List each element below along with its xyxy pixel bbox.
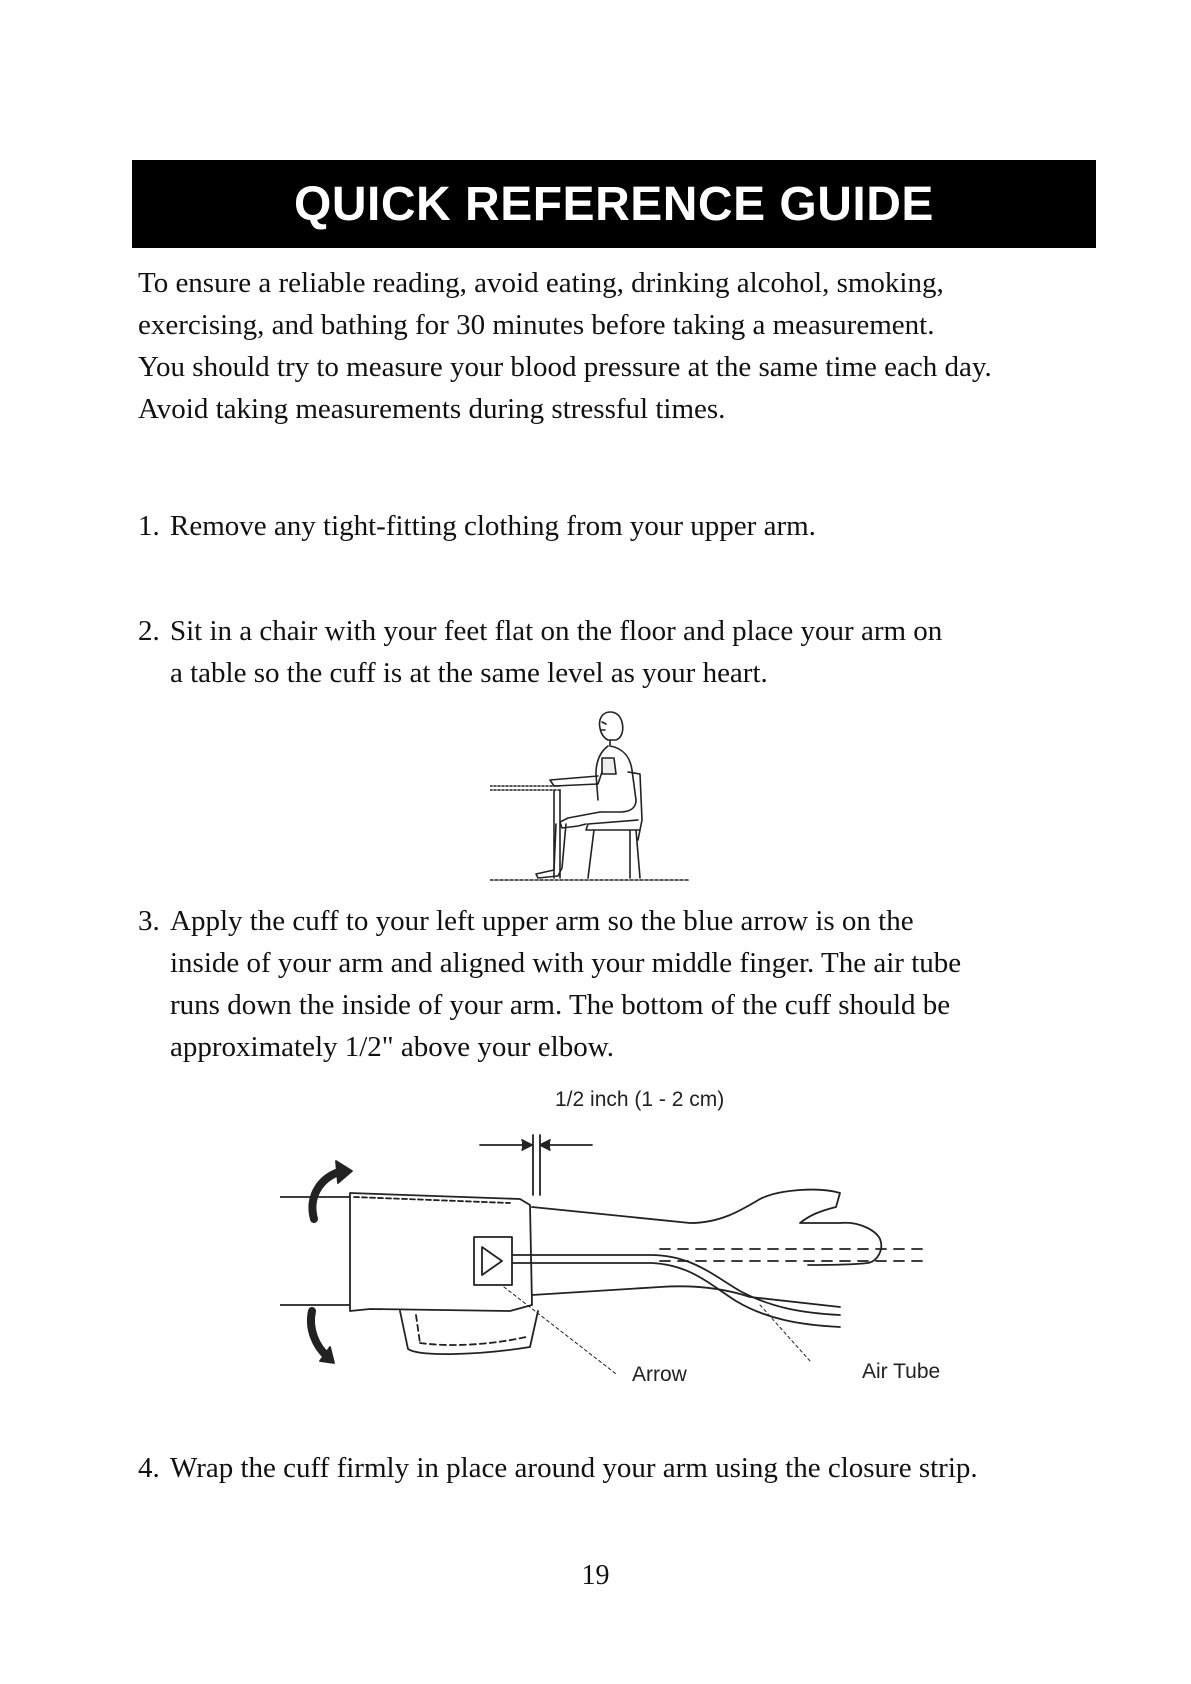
- intro-paragraph: [138, 262, 1098, 430]
- intro-line: To ensure a reliable reading, avoid eating, drinking alcohol, smoking,: [138, 267, 944, 299]
- air-tube-caption: Air Tube: [862, 1360, 941, 1383]
- arrow-caption: Arrow: [632, 1363, 687, 1386]
- intro-line: exercising, and bathing for 30 minutes before taking a measurement.: [138, 309, 935, 341]
- step-1: [138, 505, 1098, 547]
- step-number: 4.: [138, 1452, 160, 1484]
- section-banner: [132, 160, 1096, 248]
- step-text: Apply the cuff to your left upper arm so the blue arrow is on the: [170, 905, 914, 937]
- step-number: 1.: [138, 510, 160, 542]
- arm-cuff-illustration: [280, 1115, 1010, 1375]
- measure-caption: 1/2 inch (1 - 2 cm): [555, 1088, 725, 1111]
- intro-line: Avoid taking measurements during stressful times.: [138, 393, 726, 425]
- step-text: a table so the cuff is at the same level as your heart.: [170, 657, 768, 689]
- step-text: Wrap the cuff firmly in place around your arm using the closure strip.: [170, 1452, 978, 1484]
- page-number: 19: [581, 1560, 610, 1591]
- step-text: runs down the inside of your arm. The bottom of the cuff should be: [170, 989, 951, 1021]
- step-number: 2.: [138, 615, 160, 647]
- step-2: [138, 610, 1098, 694]
- step-text: inside of your arm and aligned with your middle finger. The air tube: [170, 947, 962, 979]
- step-4: [138, 1447, 1098, 1489]
- step-text: Sit in a chair with your feet flat on the floor and place your arm on: [170, 615, 943, 647]
- step-text: approximately 1/2" above your elbow.: [170, 1031, 615, 1063]
- banner-title: QUICK REFERENCE GUIDE: [294, 177, 934, 231]
- intro-line: You should try to measure your blood pressure at the same time each day.: [138, 351, 992, 383]
- seated-posture-illustration: [490, 700, 690, 900]
- step-number: 3.: [138, 905, 160, 937]
- step-text: Remove any tight-fitting clothing from your upper arm.: [170, 510, 816, 542]
- step-3: [138, 900, 1098, 1068]
